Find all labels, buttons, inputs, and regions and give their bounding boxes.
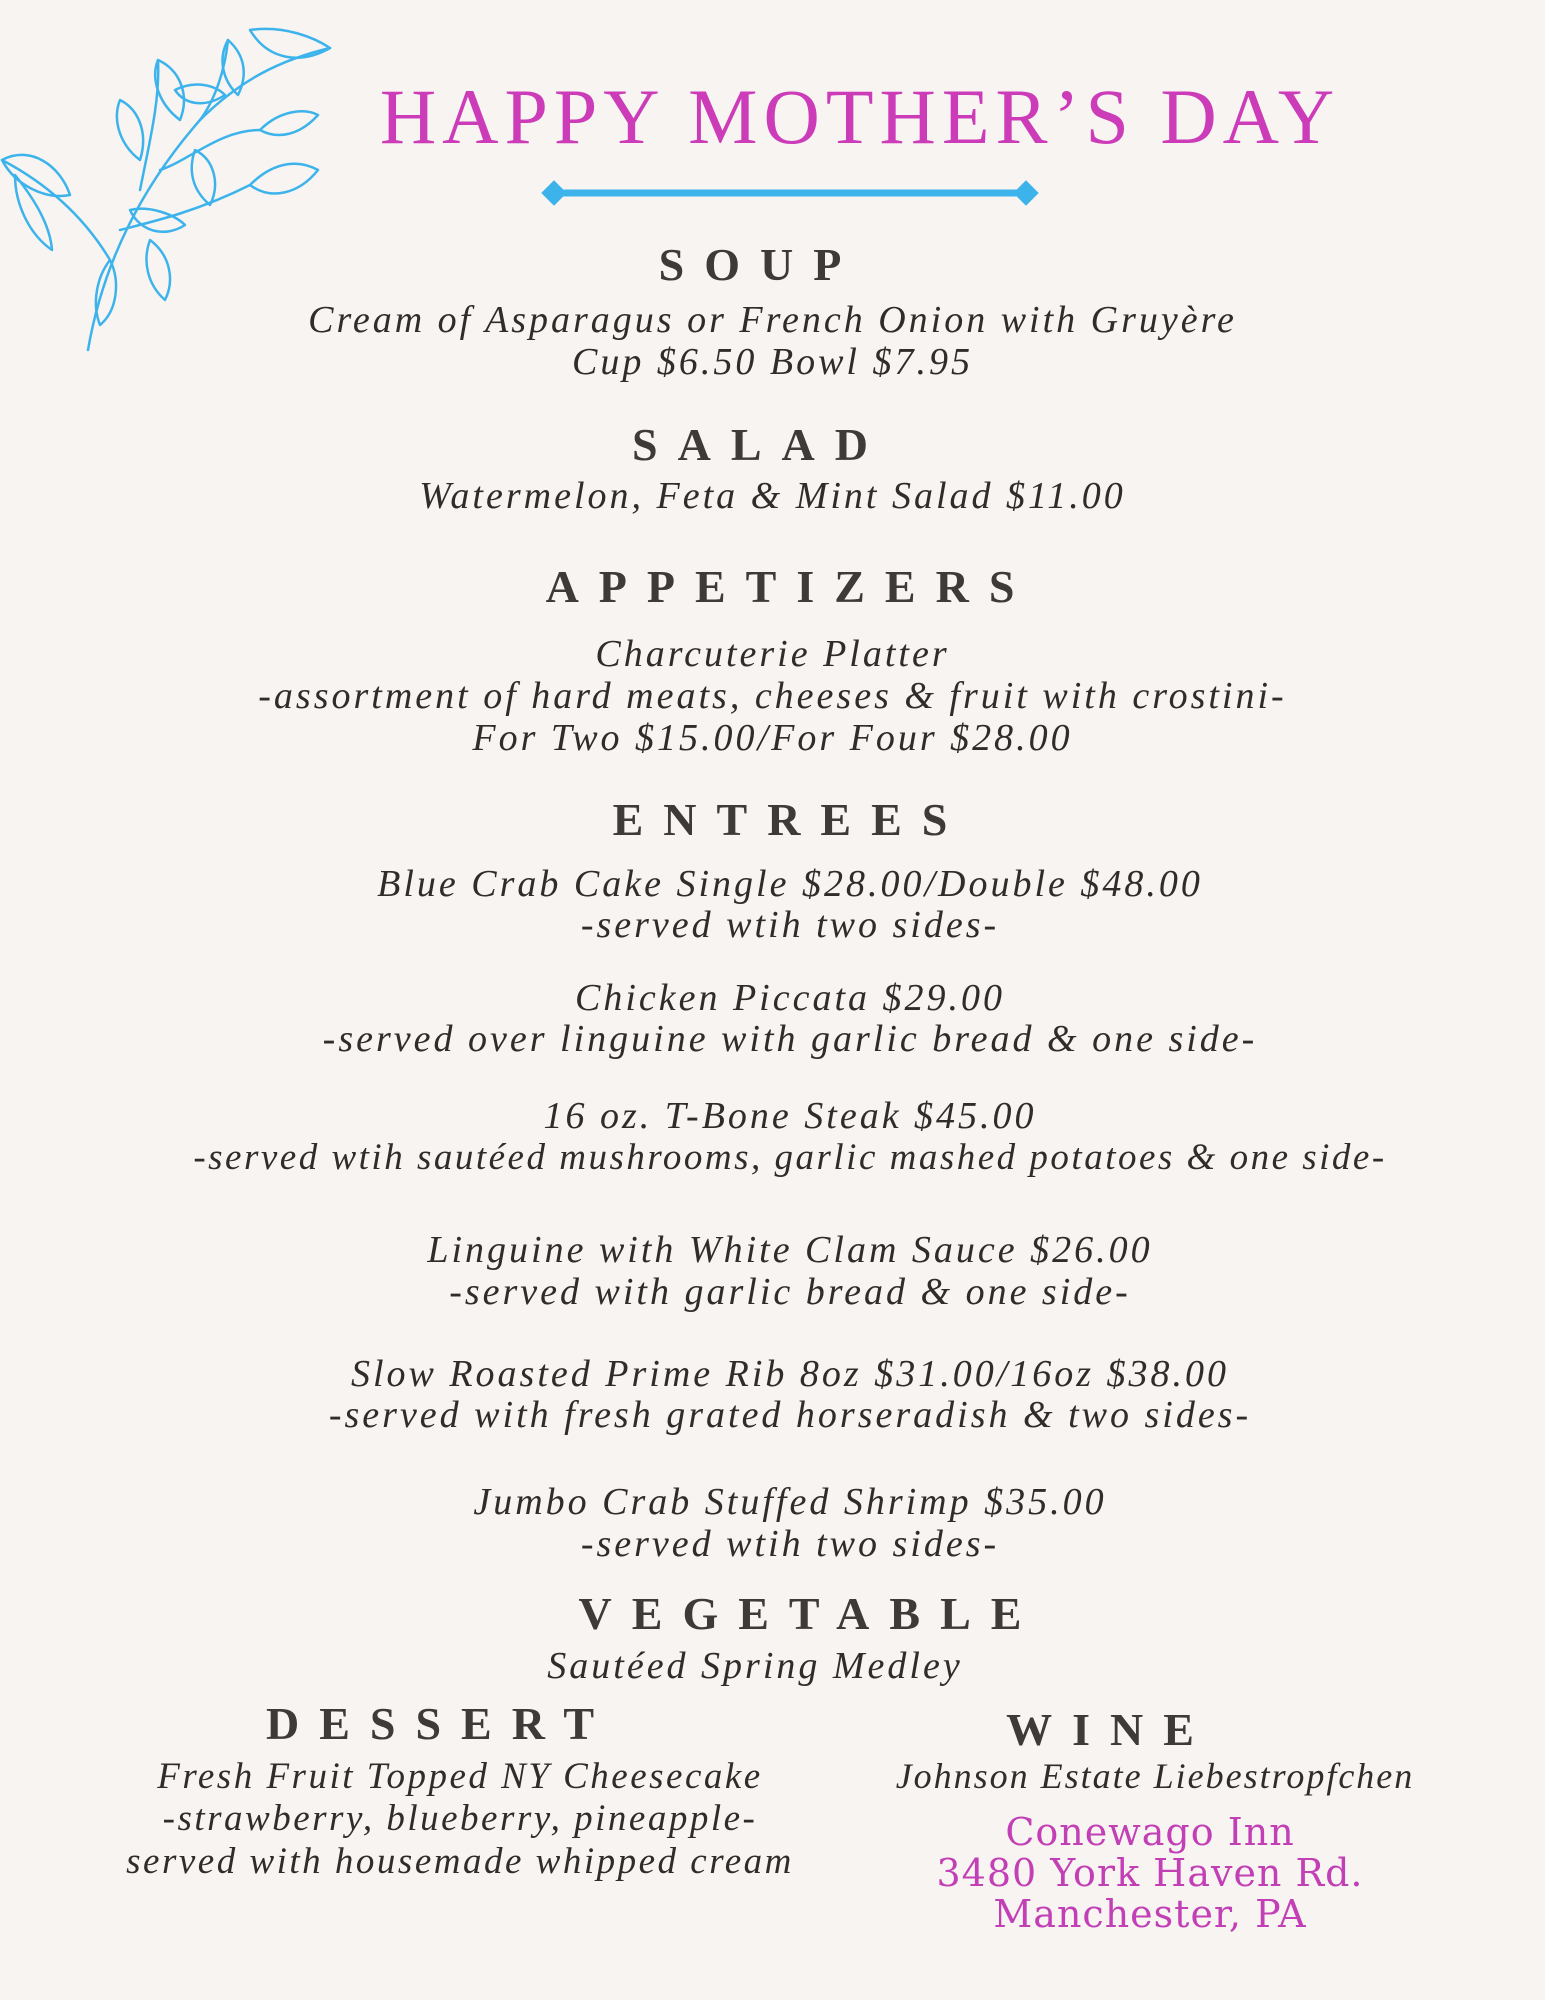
dessert-description: -strawberry, blueberry, pineapple- — [162, 1798, 758, 1839]
entree-name: Linguine with White Clam Sauce $26.00 — [427, 1229, 1153, 1271]
appetizer-description: -assortment of hard meats, cheeses & fruit with crostini- — [258, 675, 1287, 717]
wine-item: Johnson Estate Liebestropfchen — [895, 1756, 1415, 1796]
entree-note: -served wtih sautéed mushrooms, garlic mashed potatoes & one side- — [193, 1137, 1387, 1178]
entree-note: -served with fresh grated horseradish & two sides- — [328, 1394, 1252, 1436]
soup-price: Cup $6.50 Bowl $7.95 — [572, 341, 973, 383]
appetizer-price: For Two $15.00/For Four $28.00 — [472, 717, 1073, 759]
entrees-heading: ENTREES — [612, 794, 968, 845]
entree-name: Chicken Piccata $29.00 — [574, 977, 1006, 1019]
page-title: HAPPY MOTHER’S DAY — [379, 73, 1341, 160]
appetizers-heading: APPETIZERS — [545, 561, 1035, 612]
salad-item: Watermelon, Feta & Mint Salad $11.00 — [419, 475, 1126, 517]
entree-name: 16 oz. T-Bone Steak $45.00 — [543, 1095, 1037, 1137]
dessert-heading: DESSERT — [265, 1698, 615, 1749]
soup-description: Cream of Asparagus or French Onion with Gruyère — [308, 299, 1237, 341]
entree-note: -served wtih two sides- — [580, 904, 1000, 946]
title-divider — [540, 178, 1040, 208]
vegetable-item: Sautéed Spring Medley — [547, 1645, 963, 1687]
vegetable-heading: VEGETABLE — [578, 1588, 1042, 1639]
dessert-name: Fresh Fruit Topped NY Cheesecake — [157, 1756, 763, 1797]
venue-name: Conewago Inn — [1005, 1810, 1295, 1854]
appetizer-name: Charcuterie Platter — [595, 633, 950, 675]
salad-heading: SALAD — [632, 419, 888, 470]
soup-heading: SOUP — [658, 239, 862, 290]
wine-heading: WINE — [1006, 1704, 1214, 1755]
entree-name: Slow Roasted Prime Rib 8oz $31.00/16oz $38.00 — [350, 1353, 1230, 1395]
venue-city: Manchester, PA — [993, 1892, 1307, 1936]
entree-name: Jumbo Crab Stuffed Shrimp $35.00 — [473, 1481, 1107, 1523]
entree-note: -served wtih two sides- — [580, 1523, 1000, 1565]
venue-address: 3480 York Haven Rd. — [936, 1851, 1364, 1895]
entree-note: -served over linguine with garlic bread & one side- — [322, 1018, 1258, 1060]
entree-name: Blue Crab Cake Single $28.00/Double $48.00 — [377, 863, 1203, 905]
entree-note: -served with garlic bread & one side- — [449, 1271, 1131, 1313]
dessert-serving: served with housemade whipped cream — [126, 1841, 794, 1882]
